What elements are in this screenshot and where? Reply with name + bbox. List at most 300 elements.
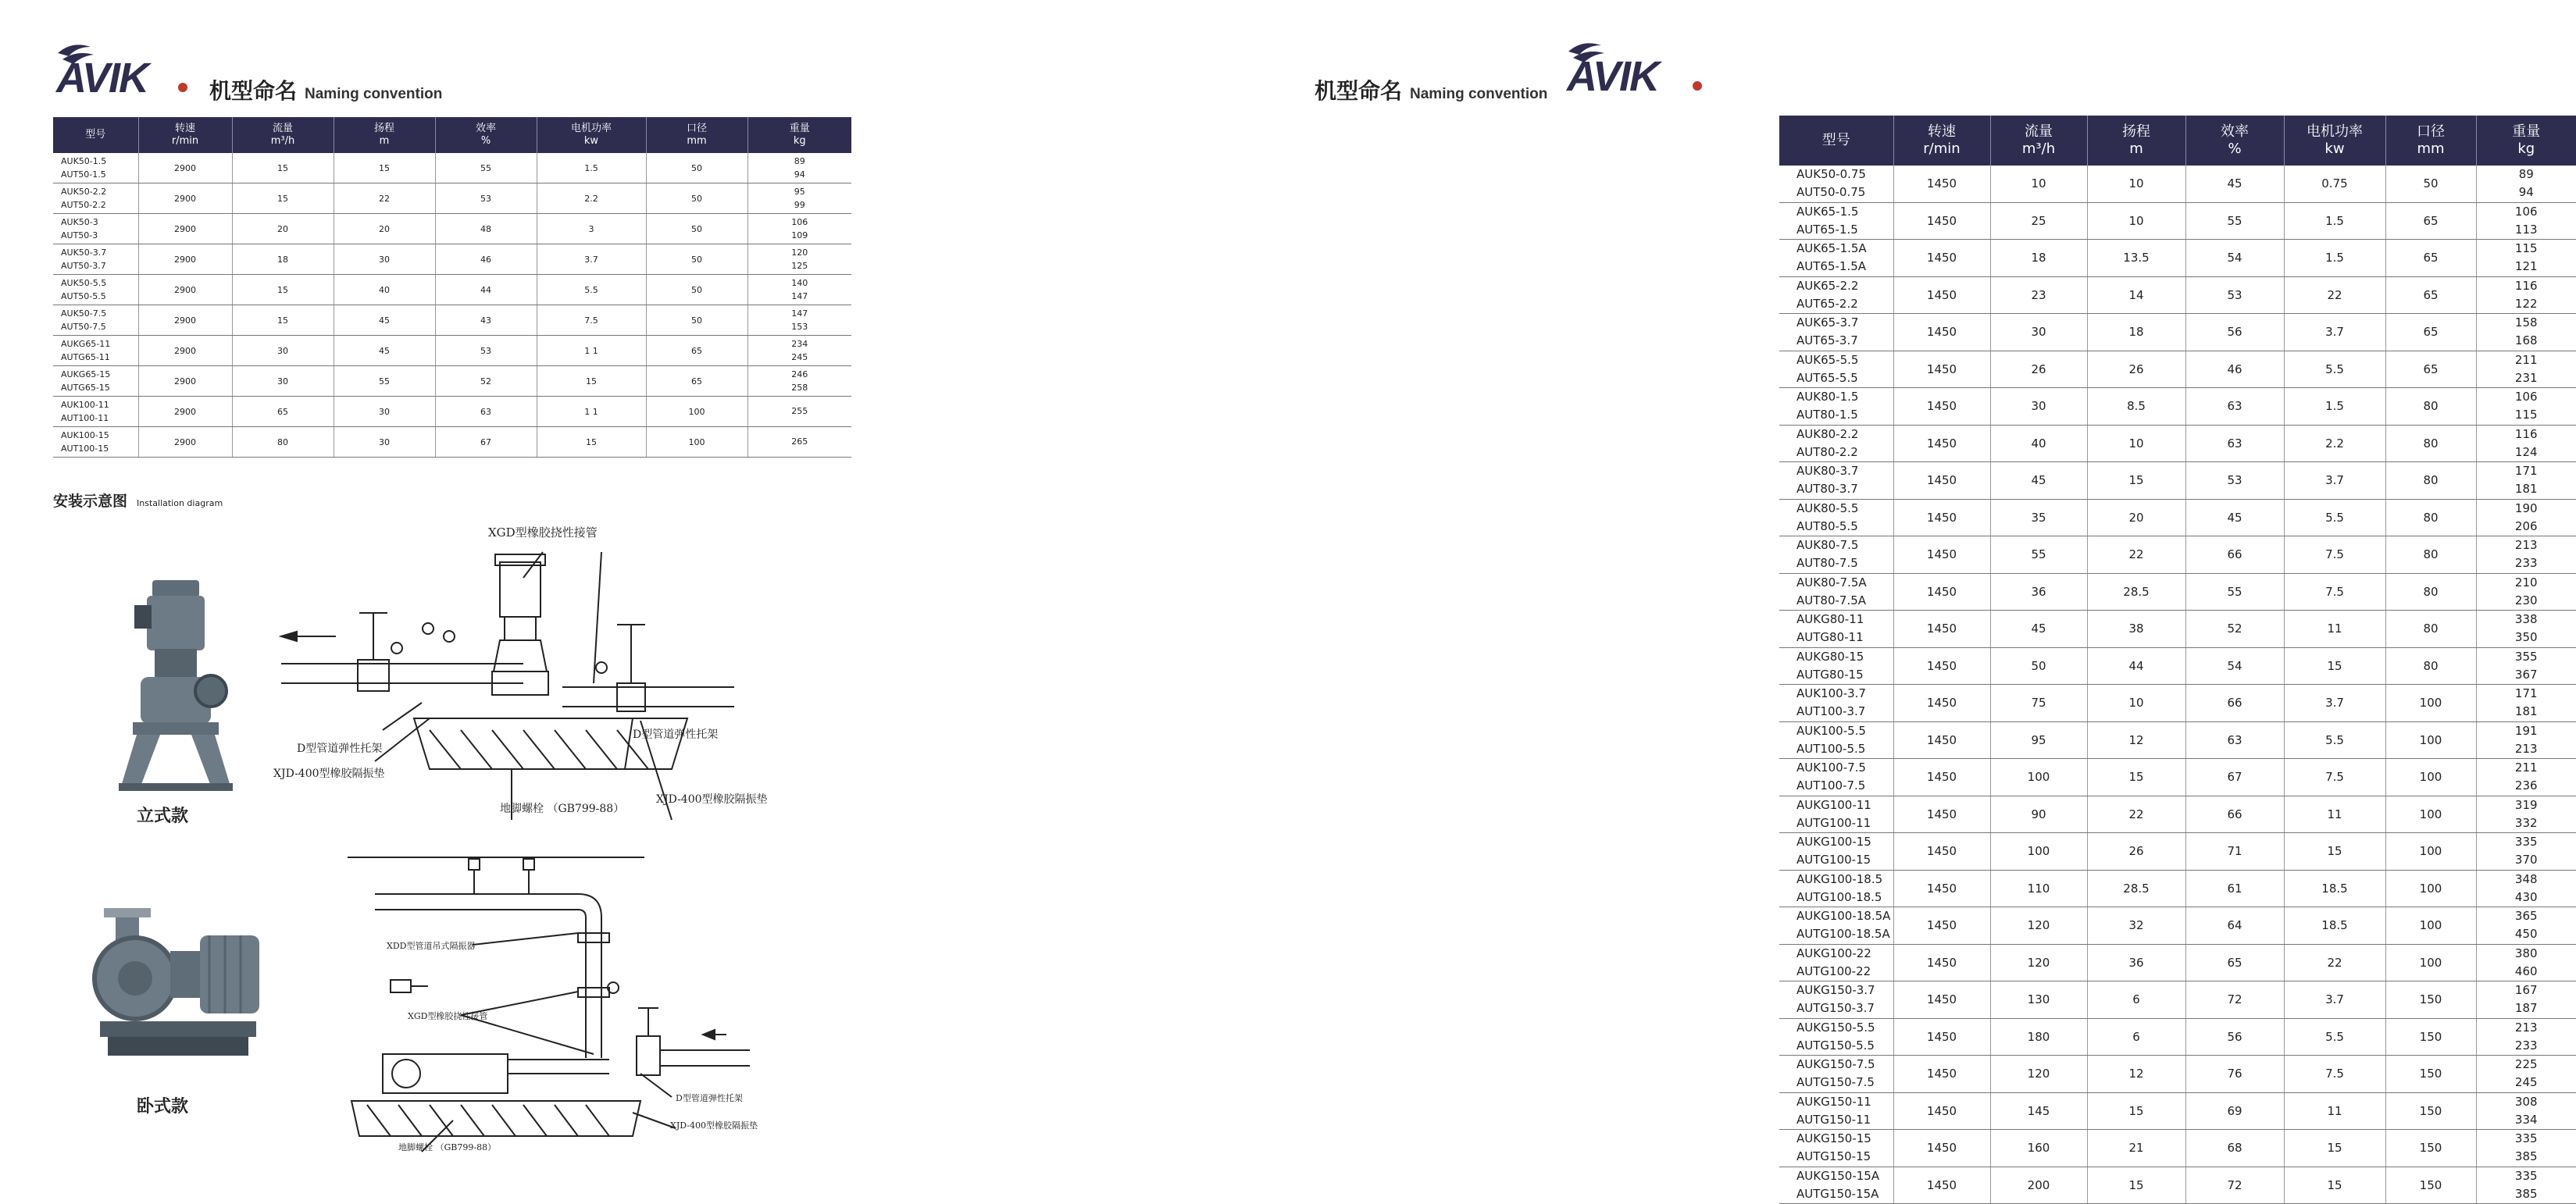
model-k: AUK100-15 [61,429,138,442]
weight-2: 231 [2477,369,2576,387]
horizontal-pump-image [92,904,264,1071]
model-t: AUTG150-7.5 [1796,1074,1893,1092]
table-row [53,305,851,336]
header-cell [2385,116,2476,166]
model-k: AUK80-3.7 [1796,462,1893,480]
head-cell: 45 [334,336,435,366]
header-cn: 型号 [53,129,138,141]
speed-cell: 1450 [1893,202,1990,240]
flow-cell: 75 [1990,685,2087,722]
header-unit: r/min [1894,141,1990,158]
right-spec-table [1779,116,2576,1204]
header-cn: 口径 [2386,123,2476,141]
head-cell: 26 [2087,833,2185,871]
right-title-cn: 机型命名 [1315,74,1402,105]
flow-cell: 23 [1990,276,2087,314]
weight-cell [747,305,851,336]
label-right-support: D型管道弹性托架 [633,728,718,741]
weight-cell [2476,833,2576,871]
speed-cell: 2900 [138,183,232,214]
eff-cell: 45 [2185,166,2284,202]
table-row [1779,981,2576,1019]
head-cell: 6 [2087,981,2185,1019]
flow-cell: 100 [1990,759,2087,796]
header-cn: 转速 [139,123,232,135]
table-row [1779,1130,2576,1167]
power-cell: 5.5 [2284,1018,2385,1056]
weight-cell [2476,1018,2576,1056]
weight-1: 255 [748,404,852,418]
model-cell [1779,1130,1893,1167]
weight-1: 319 [2477,796,2576,814]
model-cell [1779,202,1893,240]
table-row [1779,1018,2576,1056]
speed-cell: 1450 [1893,981,1990,1019]
model-t: AUT100-15 [61,442,138,455]
eff-cell: 68 [2185,1130,2284,1167]
table-row [53,214,851,244]
dia-cell: 65 [646,366,747,397]
model-cell [1779,685,1893,722]
weight-cell [2476,388,2576,426]
model-t: AUT80-2.2 [1796,443,1893,461]
table-row [53,427,851,458]
header-cn: 流量 [233,123,334,135]
model-k: AUKG150-5.5 [1796,1019,1893,1037]
header-unit: kg [2477,141,2576,158]
table-row [1779,462,2576,500]
head-cell: 30 [334,427,435,458]
table-row [1779,685,2576,722]
speed-cell: 1450 [1893,536,1990,574]
dia-cell: 80 [2385,425,2476,462]
eff-cell: 65 [2185,944,2284,981]
flow-cell: 130 [1990,981,2087,1019]
flow-cell: 100 [1990,833,2087,871]
weight-2: 233 [2477,1037,2576,1055]
weight-1: 89 [748,155,852,168]
head-cell: 20 [2087,499,2185,536]
flow-cell: 15 [232,183,334,214]
head-cell: 6 [2087,1018,2185,1056]
weight-1: 265 [748,435,852,448]
left-title-cn: 机型命名 [209,74,297,105]
dia-cell: 100 [646,427,747,458]
speed-cell: 1450 [1893,685,1990,722]
model-k: AUKG80-11 [1796,611,1893,629]
model-k: AUK100-5.5 [1796,722,1893,740]
header-cell [53,117,138,153]
flow-cell: 45 [1990,462,2087,500]
weight-cell [2476,944,2576,981]
table-row [1779,796,2576,833]
flow-cell: 120 [1990,944,2087,981]
model-k: AUKG100-15 [1796,833,1893,851]
eff-cell: 63 [435,397,537,427]
model-cell [1779,240,1893,277]
weight-cell [2476,1167,2576,1204]
dia-cell: 65 [2385,276,2476,314]
model-k: AUK65-5.5 [1796,351,1893,369]
dia-cell: 150 [2385,1092,2476,1130]
eff-cell: 53 [435,183,537,214]
weight-cell [747,427,851,458]
speed-cell: 2900 [138,305,232,336]
weight-2: 124 [2477,443,2576,461]
head-cell: 28.5 [2087,870,2185,907]
power-cell: 22 [2284,276,2385,314]
weight-1: 355 [2477,648,2576,666]
weight-cell [2476,759,2576,796]
flow-cell: 40 [1990,425,2087,462]
model-k: AUK50-5.5 [61,276,138,290]
head-cell: 36 [2087,944,2185,981]
model-cell [1779,944,1893,981]
eff-cell: 63 [2185,388,2284,426]
head-cell: 10 [2087,425,2185,462]
speed-cell: 1450 [1893,351,1990,388]
model-cell [1779,721,1893,759]
weight-cell [2476,240,2576,277]
left-spec-table [53,117,851,458]
speed-cell: 1450 [1893,573,1990,611]
speed-cell: 1450 [1893,276,1990,314]
weight-1: 116 [2477,426,2576,443]
header-cell [2284,116,2385,166]
weight-1: 380 [2477,945,2576,963]
avik-logo-right [1561,37,1705,100]
weight-cell [2476,314,2576,351]
eff-cell: 53 [2185,462,2284,500]
speed-cell: 1450 [1893,833,1990,871]
model-k: AUK65-1.5 [1796,203,1893,221]
model-k: AUK80-1.5 [1796,388,1893,406]
dia-cell: 150 [2385,1167,2476,1204]
weight-cell [747,183,851,214]
model-k: AUKG150-11 [1796,1093,1893,1111]
weight-cell [747,214,851,244]
eff-cell: 66 [2185,536,2284,574]
flow-cell: 90 [1990,796,2087,833]
logo-wordmark-right: AVIK [1565,53,1663,100]
weight-1: 171 [2477,462,2576,480]
weight-1: 95 [748,185,852,198]
model-t: AUT80-5.5 [1796,518,1893,536]
model-t: AUTG80-11 [1796,629,1893,647]
model-t: AUT65-2.2 [1796,295,1893,313]
speed-cell: 1450 [1893,166,1990,202]
eff-cell: 46 [2185,351,2284,388]
model-k: AUK65-2.2 [1796,277,1893,295]
model-t: AUTG65-15 [61,381,138,394]
header-unit: m³/h [1991,141,2087,158]
weight-2: 147 [748,290,852,303]
header-unit: m [334,135,435,148]
weight-1: 190 [2477,500,2576,518]
power-cell: 7.5 [2284,536,2385,574]
power-cell: 1 1 [537,397,646,427]
flow-cell: 26 [1990,351,2087,388]
weight-1: 167 [2477,981,2576,999]
eff-cell: 45 [2185,499,2284,536]
power-cell: 15 [537,366,646,397]
eff-cell: 66 [2185,796,2284,833]
eff-cell: 67 [2185,759,2284,796]
table-row [53,153,851,183]
speed-cell: 2900 [138,427,232,458]
weight-1: 234 [748,337,852,351]
eff-cell: 54 [2185,240,2284,277]
eff-cell: 63 [2185,721,2284,759]
table-row [1779,870,2576,907]
weight-1: 140 [748,276,852,290]
eff-cell: 76 [2185,1056,2284,1093]
speed-cell: 1450 [1893,944,1990,981]
table-row [1779,1167,2576,1204]
dia-cell: 100 [2385,833,2476,871]
head-cell: 55 [334,366,435,397]
header-cell [2087,116,2185,166]
table-row [1779,314,2576,351]
label-bolt-2: 地脚螺栓 （GB799-88） [398,1142,496,1152]
head-cell: 15 [2087,759,2185,796]
power-cell: 1.5 [2284,202,2385,240]
model-cell [53,427,138,458]
head-cell: 10 [2087,202,2185,240]
speed-cell: 2900 [138,336,232,366]
weight-1: 225 [2477,1056,2576,1074]
power-cell: 1 1 [537,336,646,366]
flow-cell: 36 [1990,573,2087,611]
speed-cell: 1450 [1893,1167,1990,1204]
weight-cell [2476,685,2576,722]
eff-cell: 61 [2185,870,2284,907]
model-k: AUK50-3 [61,216,138,229]
flow-cell: 15 [232,275,334,305]
power-cell: 3.7 [2284,981,2385,1019]
model-cell [53,214,138,244]
weight-cell [2476,166,2576,202]
head-cell: 32 [2087,907,2185,945]
power-cell: 7.5 [2284,759,2385,796]
head-cell: 10 [2087,166,2185,202]
power-cell: 7.5 [2284,573,2385,611]
eff-cell: 53 [435,336,537,366]
model-cell [1779,536,1893,574]
flow-cell: 120 [1990,1056,2087,1093]
weight-2: 109 [748,229,852,242]
head-cell: 30 [334,244,435,275]
right-title-en: Naming convention [1410,86,1547,103]
weight-1: 335 [2477,1167,2576,1185]
model-t: AUT100-7.5 [1796,777,1893,795]
weight-2: 430 [2477,889,2576,907]
model-t: AUTG100-11 [1796,814,1893,832]
model-cell [1779,462,1893,500]
power-cell: 3.7 [2284,462,2385,500]
head-cell: 15 [2087,1167,2185,1204]
power-cell: 0.75 [2284,166,2385,202]
speed-cell: 2900 [138,214,232,244]
weight-1: 191 [2477,722,2576,740]
label-flex-joint-2: XGD型橡胶挠性接管 [408,1010,487,1021]
flow-cell: 45 [1990,611,2087,648]
speed-cell: 1450 [1893,870,1990,907]
head-cell: 8.5 [2087,388,2185,426]
head-cell: 22 [2087,796,2185,833]
header-cell [435,117,537,153]
weight-cell [2476,981,2576,1019]
model-k: AUK80-2.2 [1796,426,1893,443]
dia-cell: 100 [2385,759,2476,796]
dia-cell: 100 [2385,944,2476,981]
label-right-pad: XJD-400型橡胶隔振垫 [656,793,768,806]
table-row [53,366,851,397]
head-cell: 18 [2087,314,2185,351]
header-cell [646,117,747,153]
power-cell: 11 [2284,796,2385,833]
eff-cell: 55 [2185,202,2284,240]
header-cell [537,117,646,153]
eff-cell: 52 [2185,611,2284,648]
speed-cell: 1450 [1893,425,1990,462]
header-unit: kg [748,135,852,148]
flow-cell: 80 [232,427,334,458]
vertical-install-diagram [266,519,797,827]
head-cell: 26 [2087,351,2185,388]
model-cell [1779,981,1893,1019]
speed-cell: 1450 [1893,721,1990,759]
weight-1: 308 [2477,1093,2576,1111]
weight-1: 365 [2477,907,2576,925]
power-cell: 18.5 [2284,907,2385,945]
model-k: AUK80-7.5A [1796,574,1893,592]
flow-cell: 18 [1990,240,2087,277]
power-cell: 1.5 [2284,240,2385,277]
weight-cell [2476,1056,2576,1093]
model-t: AUTG65-11 [61,351,138,364]
weight-2: 245 [748,351,852,364]
header-cn: 扬程 [334,123,435,135]
model-t: AUT50-0.75 [1796,183,1893,201]
weight-cell [2476,870,2576,907]
weight-2: 213 [2477,740,2576,758]
weight-cell [747,336,851,366]
model-t: AUT100-11 [61,411,138,425]
model-cell [1779,1056,1893,1093]
weight-1: 120 [748,246,852,259]
flow-cell: 145 [1990,1092,2087,1130]
flow-cell: 95 [1990,721,2087,759]
model-k: AUKG100-22 [1796,945,1893,963]
power-cell: 1.5 [537,153,646,183]
header-cn: 电机功率 [537,123,646,135]
weight-2: 168 [2477,332,2576,350]
flow-cell: 110 [1990,870,2087,907]
model-t: AUTG100-18.5 [1796,889,1893,907]
label-left-support: D型管道弹性托架 [297,742,382,755]
model-cell [1779,166,1893,202]
speed-cell: 1450 [1893,759,1990,796]
dia-cell: 80 [2385,611,2476,648]
left-table-header [53,117,851,153]
speed-cell: 1450 [1893,796,1990,833]
model-cell [1779,611,1893,648]
model-k: AUKG150-15 [1796,1130,1893,1148]
flow-cell: 180 [1990,1018,2087,1056]
model-k: AUK100-3.7 [1796,685,1893,703]
table-row [1779,833,2576,871]
power-cell: 3.7 [2284,685,2385,722]
model-t: AUT65-1.5 [1796,221,1893,239]
flow-cell: 30 [1990,388,2087,426]
speed-cell: 1450 [1893,907,1990,945]
model-t: AUTG150-15 [1796,1148,1893,1166]
weight-2: 115 [2477,406,2576,424]
weight-2: 230 [2477,592,2576,610]
weight-1: 116 [2477,277,2576,295]
speed-cell: 1450 [1893,647,1990,685]
model-k: AUKG150-3.7 [1796,981,1893,999]
eff-cell: 52 [435,366,537,397]
table-row [1779,425,2576,462]
dia-cell: 65 [646,336,747,366]
install-title-cn: 安装示意图 [53,490,127,511]
weight-2: 99 [748,198,852,212]
model-t: AUT65-5.5 [1796,369,1893,387]
install-title-en: Installation diagram [137,498,223,508]
weight-1: 211 [2477,759,2576,777]
model-cell [53,153,138,183]
model-t: AUT50-3.7 [61,259,138,273]
power-cell: 15 [2284,1167,2385,1204]
weight-1: 335 [2477,833,2576,851]
weight-1: 158 [2477,314,2576,332]
left-section-title [209,74,442,105]
dia-cell: 150 [2385,1018,2476,1056]
weight-1: 213 [2477,1019,2576,1037]
head-cell: 28.5 [2087,573,2185,611]
dia-cell: 150 [2385,981,2476,1019]
weight-2: 367 [2477,666,2576,684]
dia-cell: 50 [2385,166,2476,202]
speed-cell: 1450 [1893,388,1990,426]
weight-cell [2476,536,2576,574]
table-row [53,183,851,214]
model-k: AUK80-7.5 [1796,536,1893,554]
caption-horizontal: 卧式款 [137,1093,188,1117]
model-t: AUT80-7.5 [1796,554,1893,572]
table-row [1779,721,2576,759]
dia-cell: 100 [2385,685,2476,722]
model-cell [1779,499,1893,536]
model-k: AUK65-3.7 [1796,314,1893,332]
weight-2: 181 [2477,480,2576,498]
model-cell [1779,796,1893,833]
eff-cell: 64 [2185,907,2284,945]
weight-2: 206 [2477,518,2576,536]
dia-cell: 150 [2385,1056,2476,1093]
model-cell [1779,907,1893,945]
speed-cell: 1450 [1893,611,1990,648]
model-cell [1779,1167,1893,1204]
weight-1: 246 [748,368,852,381]
speed-cell: 1450 [1893,462,1990,500]
weight-2: 125 [748,259,852,273]
eff-cell: 72 [2185,1167,2284,1204]
table-row [1779,351,2576,388]
dia-cell: 80 [2385,573,2476,611]
